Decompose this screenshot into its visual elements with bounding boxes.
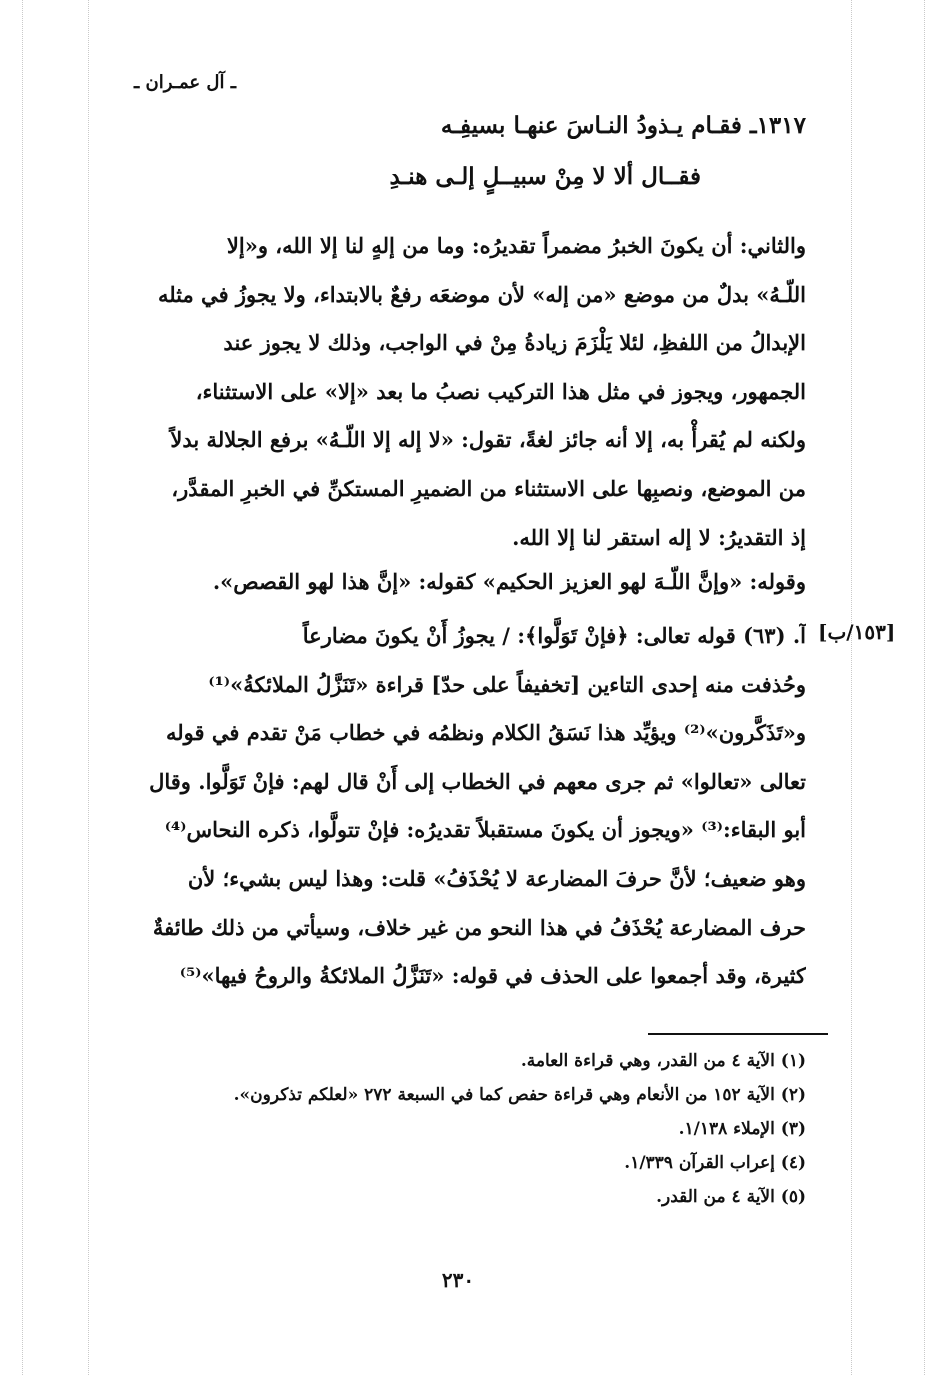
scan-dotted-line [22, 0, 23, 1375]
text-line: حرف المضارعة يُحْذَفُ في هذا النحو من غير خلاف، وسيأتي من ذلك طائفةٌ [152, 914, 806, 940]
text-line: الإبدالُ من اللفظِ، لئلا يَلْزَمَ زيادةُ مِنْ في الواجب، وذلك لا يجوز عند [223, 330, 806, 356]
paragraph-qawluhu [118, 558, 806, 607]
manuscript-margin-reference: [١٥٣/ب] [818, 620, 896, 644]
text-line: ولكنه لم يُقرأْ به، إلا أنه جائز لغةً، تقول: «لا إله إلا اللّـهُ» برفع الجلالة بدلاً [170, 427, 806, 453]
text-line: من الموضع، ونصبِها على الاستثناء من الضميرِ المستكنِّ في الخبرِ المقدَّر، [171, 475, 806, 501]
text-line: أبو البقاء:⁽³⁾ «ويجوز أن يكونَ مستقبلاً تقديرُه: فإنْ تتولَّوا، ذكره النحاس⁽⁴⁾ [164, 817, 806, 843]
footnotes [118, 1044, 806, 1214]
footnote: (١) الآية ٤ من القدر، وهي قراءة العامة. [520, 1051, 806, 1071]
scan-dotted-line [88, 0, 89, 1375]
text-line: وقوله: «وإنَّ اللّـهَ لهو العزيز الحكيم» كقوله: «إنَّ هذا لهو القصص». [212, 569, 806, 594]
scan-dotted-line [851, 0, 852, 1375]
text-line: وهو ضعيف؛ لأنَّ حرفَ المضارعة لا يُحْذَفُ» قلت: وهذا ليس بشيء؛ لأن [187, 865, 806, 891]
text-line: آ. (٦٣) قوله تعالى: ﴿فإنْ تَوَلَّوا﴾: / يجوزُ أَنْ يكونَ مضارعاً [302, 623, 806, 648]
paragraph-verse-63 [118, 612, 806, 1001]
text-line: اللّـهُ» بدلٌ من موضع «من إله» لأن موضعَه رفعٌ بالابتداء، ولا يجوزُ في مثله [157, 281, 806, 307]
page-number: ٢٣٠ [441, 1268, 475, 1292]
text-line: والثاني: أن يكونَ الخبرُ مضمراً تقديرُه: وما من إلهٍ لنا إلا الله، و«إلا [226, 233, 806, 258]
poem-verse-second-hemistich: فقــال ألا لا مِنْ سبيــلٍ إلـى هنـدِ [389, 163, 701, 190]
paragraph-second-view [118, 222, 806, 562]
text-line: كثيرة، وقد أجمعوا على الحذف في قوله: «تَنَزَّلُ الملائكةُ والروحُ فيها»⁽⁵⁾ [179, 963, 806, 989]
poem-verse-first-hemistich: ١٣١٧ـ فقـام يـذودُ النـاسَ عنهـا بسيفِـه [440, 112, 806, 139]
text-line: إذ التقديرُ: لا إله استقر لنا إلا الله. [512, 524, 806, 550]
footnote: (٥) الآية ٤ من القدر. [656, 1187, 806, 1207]
text-line: وحُذفت منه إحدى التاءين [تخفيفاً على حدّ] قراءة «تَنَزَّلُ الملائكةُ»⁽¹⁾ [208, 671, 806, 697]
footnote: (٤) إعراب القرآن ١/٣٣٩. [624, 1153, 806, 1173]
text-line: و«تَذَكَّرون»⁽²⁾ ويؤيِّد هذا نَسَقُ الكلام ونظمُه في خطاب مَنْ تقدم في قوله [166, 720, 806, 746]
text-line: تعالى «تعالوا» ثم جرى معهم في الخطاب إلى أَنْ قال لهم: فإنْ تَوَلَّوا. وقال [149, 768, 806, 794]
scan-dotted-line [924, 0, 925, 1375]
running-header: ـ آل عمـران ـ [134, 72, 236, 93]
footnote-separator [648, 1033, 828, 1035]
footnote: (٢) الآية ١٥٢ من الأنعام وهي قراءة حفص كما في السبعة ٢٧٢ «لعلكم تذكرون». [233, 1085, 806, 1105]
footnote: (٣) الإملاء ١/١٣٨. [678, 1119, 806, 1139]
text-line: الجمهور، ويجوز في مثل هذا التركيب نصبُ ما بعد «إلا» على الاستثناء، [195, 378, 806, 404]
